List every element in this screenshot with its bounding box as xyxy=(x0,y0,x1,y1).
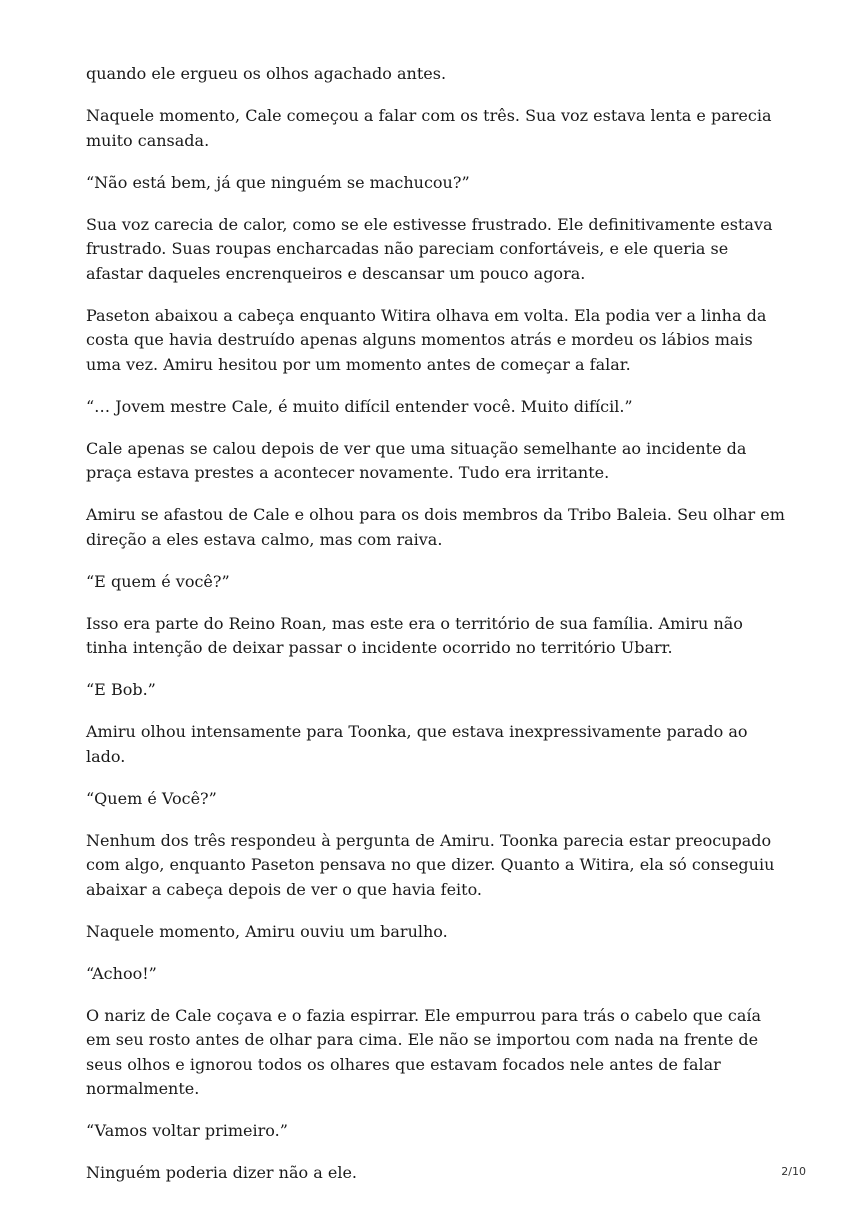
paragraph: Sua voz carecia de calor, como se ele estivesse frustrado. Ele definitivamente estava frustrado. Suas roupas encharcadas não pareciam confortáveis, e ele queria se afastar daqueles encrenqueiros e descansar um pouco agora. xyxy=(86,214,773,283)
paragraph: Isso era parte do Reino Roan, mas este era o território de sua família. Amiru não tinha intenção de deixar passar o incidente ocorrido no território Ubarr. xyxy=(86,613,743,657)
paragraph: Ninguém poderia dizer não a ele. xyxy=(86,1163,357,1182)
paragraph: Amiru olhou intensamente para Toonka, que estava inexpressivamente parado ao lado. xyxy=(86,722,748,766)
paragraph: Paseton abaixou a cabeça enquanto Witira olhava em volta. Ela podia ver a linha da costa que havia destruído apenas alguns momentos atrás e mordeu os lábios mais uma vez. Amiru hesitou por um momento antes de começar a falar. xyxy=(86,305,767,374)
paragraph: “… Jovem mestre Cale, é muito difícil entender você. Muito difícil.” xyxy=(86,396,633,416)
paragraph: Amiru se afastou de Cale e olhou para os dois membros da Tribo Baleia. Seu olhar em direção a eles estava calmo, mas com raiva. xyxy=(86,505,785,549)
paragraph: O nariz de Cale coçava e o fazia espirrar. Ele empurrou para trás o cabelo que caía em seu rosto antes de olhar para cima. Ele não se importou com nada na frente de seus olhos e ignorou todos os olhares que estavam focados nele antes de falar normalmente. xyxy=(86,1005,762,1098)
body-text xyxy=(86,62,786,1203)
page-number: 2/10 xyxy=(781,1165,806,1178)
paragraph: “Não está bem, já que ninguém se machucou?” xyxy=(86,172,470,192)
paragraph: “Achoo!” xyxy=(86,963,157,983)
paragraph: Cale apenas se calou depois de ver que uma situação semelhante ao incidente da praça estava prestes a acontecer novamente. Tudo era irritante. xyxy=(86,438,747,482)
paragraph: “Quem é Você?” xyxy=(86,788,217,808)
paragraph: Nenhum dos três respondeu à pergunta de Amiru. Toonka parecia estar preocupado com algo, enquanto Paseton pensava no que dizer. Quanto a Witira, ela só conseguiu abaixar a cabeça depois de ver o que havia feito. xyxy=(86,830,775,899)
paragraph: “Vamos voltar primeiro.” xyxy=(86,1121,288,1140)
paragraph: Naquele momento, Amiru ouviu um barulho. xyxy=(86,921,448,941)
paragraph: “E quem é você?” xyxy=(86,571,230,591)
paragraph: Naquele momento, Cale começou a falar com os três. Sua voz estava lenta e parecia muito cansada. xyxy=(86,106,772,150)
paragraph: “E Bob.” xyxy=(86,680,156,699)
paragraph: quando ele ergueu os olhos agachado antes. xyxy=(86,64,447,83)
